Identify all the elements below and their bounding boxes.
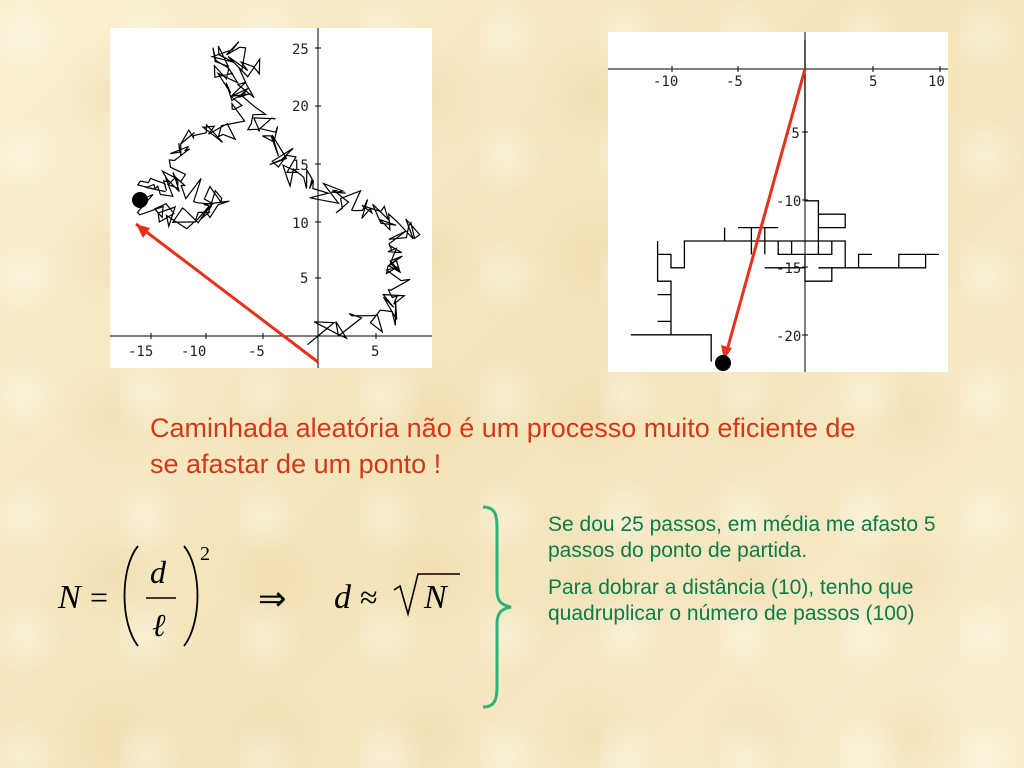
random-walk-plot-lattice xyxy=(608,32,948,372)
formula-n: N xyxy=(58,579,81,616)
y-tick-label: 25 xyxy=(292,42,309,58)
axis-ticks xyxy=(672,66,940,335)
formula-numerator: d xyxy=(150,554,166,590)
walk-endpoint-marker xyxy=(132,192,148,208)
curly-brace xyxy=(475,505,525,710)
x-tick-label: -5 xyxy=(726,74,743,90)
x-tick-label: -5 xyxy=(248,344,265,360)
x-tick-label: -10 xyxy=(181,344,207,360)
y-tick-label: -10 xyxy=(776,194,802,210)
x-tick-label: 5 xyxy=(371,344,380,360)
walk-path-segment xyxy=(138,42,420,345)
formula-equals: = xyxy=(90,579,109,615)
x-tick-label: -15 xyxy=(128,344,154,360)
y-tick-label: 20 xyxy=(292,99,309,115)
approx-symbol: ≈ xyxy=(360,579,378,615)
caption-text: Caminhada aleatória não é um processo muito eficiente de se afastar de um ponto ! xyxy=(150,413,856,479)
random-walk-plot-continuous xyxy=(110,28,432,368)
formula-denominator: ℓ xyxy=(152,607,166,643)
x-tick-label: -10 xyxy=(653,74,679,90)
formula-radicand: N xyxy=(424,579,447,616)
displacement-arrow xyxy=(136,224,318,362)
y-tick-label: -5 xyxy=(783,126,800,142)
arrow-head xyxy=(136,224,150,238)
x-tick-label: 10 xyxy=(928,74,945,90)
right-parenthesis xyxy=(184,546,198,646)
formula xyxy=(50,528,470,658)
formula-d: d xyxy=(334,579,351,616)
y-tick-label: 15 xyxy=(292,158,309,174)
y-tick-label: 5 xyxy=(300,271,309,287)
y-tick-label: 10 xyxy=(292,216,309,232)
y-tick-label: -20 xyxy=(776,329,802,345)
brace-path xyxy=(483,507,511,707)
walk-endpoint-marker xyxy=(715,355,731,371)
walk-path-continuous xyxy=(138,42,420,345)
formula-exponent: 2 xyxy=(200,543,210,565)
curly-brace-svg xyxy=(475,505,525,710)
formula-svg xyxy=(50,528,470,658)
y-tick-label: -15 xyxy=(776,261,802,277)
implies-symbol: ⇒ xyxy=(258,581,287,618)
random-walk-plot-lattice-svg xyxy=(608,32,948,372)
displacement-arrow xyxy=(726,69,805,354)
random-walk-plot-continuous-svg xyxy=(110,28,432,368)
x-tick-label: 5 xyxy=(869,74,878,90)
note-paragraph-1: Se dou 25 passos, em média me afasto 5 passos do ponto de partida. xyxy=(548,513,936,562)
notes-text xyxy=(548,512,988,638)
left-parenthesis xyxy=(125,546,139,646)
note-paragraph-2: Para dobrar a distância (10), tenho que quadruplicar o número de passos (100) xyxy=(548,576,915,625)
